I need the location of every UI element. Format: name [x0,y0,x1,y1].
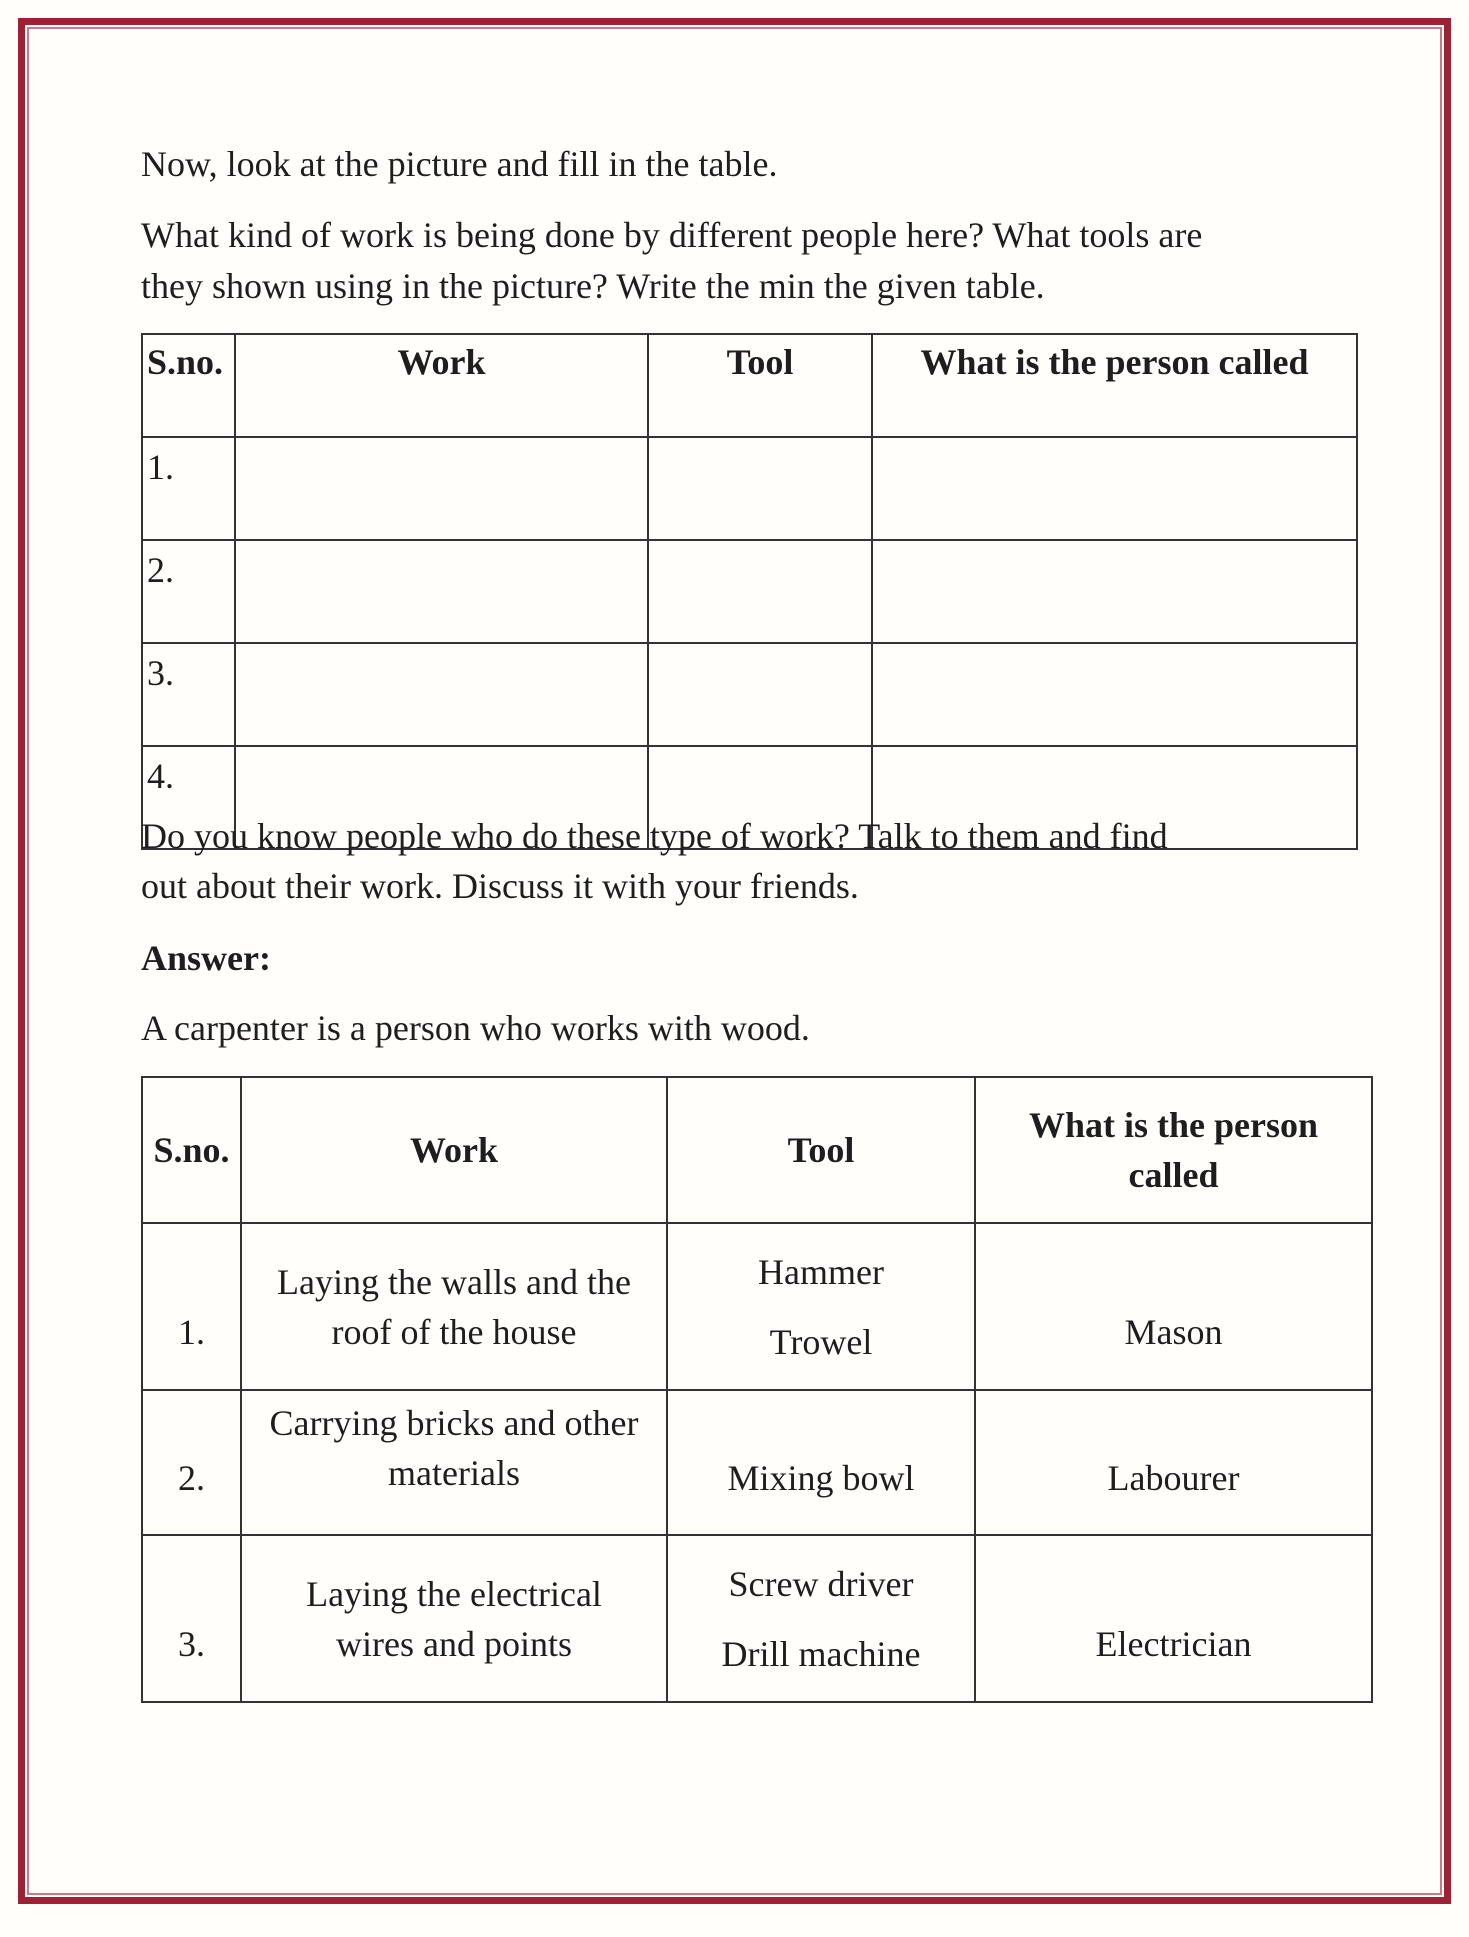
table-header-row [142,1077,1372,1223]
tool-cell[interactable] [648,540,872,643]
tool-item: Hammer [758,1251,884,1292]
tool-item: Trowel [769,1321,873,1362]
answer-table [141,1076,1373,1703]
table-row [142,1535,1372,1702]
table-header-row [142,334,1357,437]
sno-cell: 3. [142,643,235,746]
person-cell: Mason [975,1223,1372,1390]
tool-cell [667,1390,975,1535]
header-tool: Tool [667,1077,975,1223]
question-line: Do you know people who do these type of work? Talk to them and find [141,816,1168,856]
work-cell: Laying the walls and the roof of the house [241,1223,667,1390]
answer-label: Answer: [141,938,271,978]
table-row [142,643,1357,746]
person-cell[interactable] [872,437,1357,540]
sno-cell: 3. [142,1535,241,1702]
header-work: Work [235,334,648,437]
tool-cell[interactable] [648,643,872,746]
blank-table [141,333,1358,850]
table-row [142,437,1357,540]
header-sno: S.no. [142,334,235,437]
sno-cell: 4. [142,746,235,849]
sno-cell: 2. [142,540,235,643]
tool-cell [667,1223,975,1390]
answer-text: A carpenter is a person who works with wood. [141,1008,810,1048]
person-cell[interactable] [872,643,1357,746]
header-work: Work [241,1077,667,1223]
intro-line: they shown using in the picture? Write the min the given table. [141,266,1045,306]
tool-cell[interactable] [648,437,872,540]
person-cell: Electrician [975,1535,1372,1702]
sno-cell: 1. [142,1223,241,1390]
header-person: What is the person called [975,1077,1372,1223]
sno-cell: 2. [142,1390,241,1535]
intro-line: Now, look at the picture and fill in the table. [141,144,778,184]
tool-item: Drill machine [721,1633,921,1674]
tool-item: Mixing bowl [727,1457,915,1498]
header-sno: S.no. [142,1077,241,1223]
header-person: What is the person called [872,334,1357,437]
tool-cell [667,1535,975,1702]
table-row [142,1390,1372,1535]
table-row [142,1223,1372,1390]
intro-line: What kind of work is being done by different people here? What tools are [141,215,1203,255]
work-cell[interactable] [235,540,648,643]
table-row [142,540,1357,643]
work-cell: Laying the electrical wires and points [241,1535,667,1702]
work-cell[interactable] [235,643,648,746]
work-cell[interactable] [235,437,648,540]
header-tool: Tool [648,334,872,437]
work-cell: Carrying bricks and other materials [241,1390,667,1535]
question-line: out about their work. Discuss it with your friends. [141,866,859,906]
sno-cell: 1. [142,437,235,540]
tool-item: Screw driver [728,1563,914,1604]
person-cell[interactable] [872,540,1357,643]
person-cell: Labourer [975,1390,1372,1535]
